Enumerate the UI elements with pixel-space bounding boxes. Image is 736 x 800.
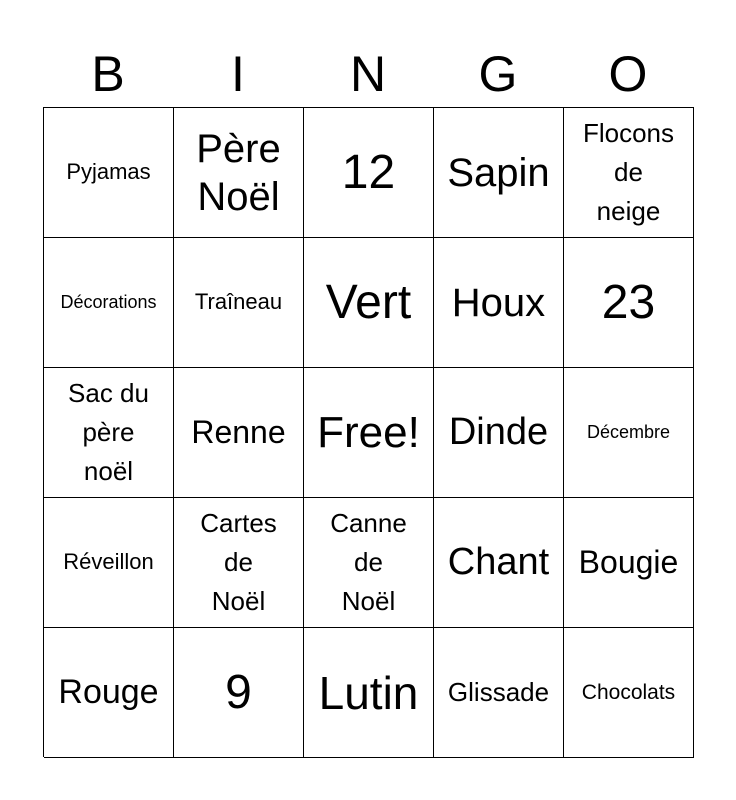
bingo-cell-r1-c3[interactable]: [304, 108, 434, 238]
bingo-cell-r4-c2[interactable]: [174, 498, 304, 628]
cell-label: Houx: [451, 280, 546, 325]
cell-label: Vert: [325, 275, 412, 329]
header-letter-n: N: [349, 46, 387, 102]
bingo-cell-r5-c5[interactable]: [564, 628, 694, 758]
cell-label: Lutin: [318, 666, 419, 719]
bingo-cell-r3-c1[interactable]: [44, 368, 174, 498]
bingo-cell-r5-c4[interactable]: [434, 628, 564, 758]
bingo-cell-r3-c4[interactable]: [434, 368, 564, 498]
bingo-cell-r3-c3[interactable]: [304, 368, 434, 498]
bingo-cell-r5-c3[interactable]: [304, 628, 434, 758]
cell-label: 9: [225, 665, 252, 719]
cell-label: Chant: [447, 540, 550, 583]
cell-label: Bougie: [578, 544, 679, 581]
cell-label: Glissade: [447, 676, 550, 707]
cell-label: Canne de Noël: [330, 508, 407, 616]
bingo-cell-r2-c5[interactable]: [564, 238, 694, 368]
bingo-cell-r4-c4[interactable]: [434, 498, 564, 628]
cell-label: Traîneau: [194, 289, 283, 315]
bingo-cell-r1-c5[interactable]: [564, 108, 694, 238]
bingo-cell-r2-c2[interactable]: [174, 238, 304, 368]
bingo-cell-r2-c3[interactable]: [304, 238, 434, 368]
cell-label: Dinde: [448, 410, 549, 453]
cell-label: Pyjamas: [66, 159, 151, 185]
header-letter-b: B: [91, 46, 125, 102]
bingo-cell-r2-c4[interactable]: [434, 238, 564, 368]
bingo-cell-r3-c5[interactable]: [564, 368, 694, 498]
bingo-cell-r3-c2[interactable]: [174, 368, 304, 498]
bingo-header: [43, 40, 693, 108]
cell-label: 23: [601, 275, 656, 329]
cell-label: Cartes de Noël: [200, 508, 277, 616]
cell-label: Flocons de neige: [582, 118, 675, 226]
cell-label: Réveillon: [63, 549, 154, 575]
cell-label: Sapin: [447, 150, 550, 195]
cell-label: Décembre: [586, 421, 671, 442]
bingo-cell-r4-c1[interactable]: [44, 498, 174, 628]
bingo-cell-r5-c1[interactable]: [44, 628, 174, 758]
cell-label: Sac du père noël: [68, 378, 149, 486]
bingo-card-grid: [43, 107, 694, 757]
free-space-label: Free!: [317, 407, 420, 457]
cell-label: Renne: [191, 414, 286, 451]
cell-label: Chocolats: [581, 680, 676, 704]
bingo-cell-r2-c1[interactable]: [44, 238, 174, 368]
bingo-cell-r4-c3[interactable]: [304, 498, 434, 628]
cell-label: 12: [341, 145, 396, 199]
cell-label: Père Noël: [196, 126, 281, 219]
bingo-cell-r1-c1[interactable]: [44, 108, 174, 238]
bingo-cell-r5-c2[interactable]: [174, 628, 304, 758]
cell-label: Rouge: [58, 673, 159, 712]
header-letter-i: I: [231, 46, 245, 102]
header-letter-g: G: [478, 46, 518, 102]
bingo-cell-r4-c5[interactable]: [564, 498, 694, 628]
bingo-cell-r1-c2[interactable]: [174, 108, 304, 238]
bingo-cell-r1-c4[interactable]: [434, 108, 564, 238]
cell-label: Décorations: [60, 291, 157, 312]
header-letter-o: O: [608, 46, 648, 102]
